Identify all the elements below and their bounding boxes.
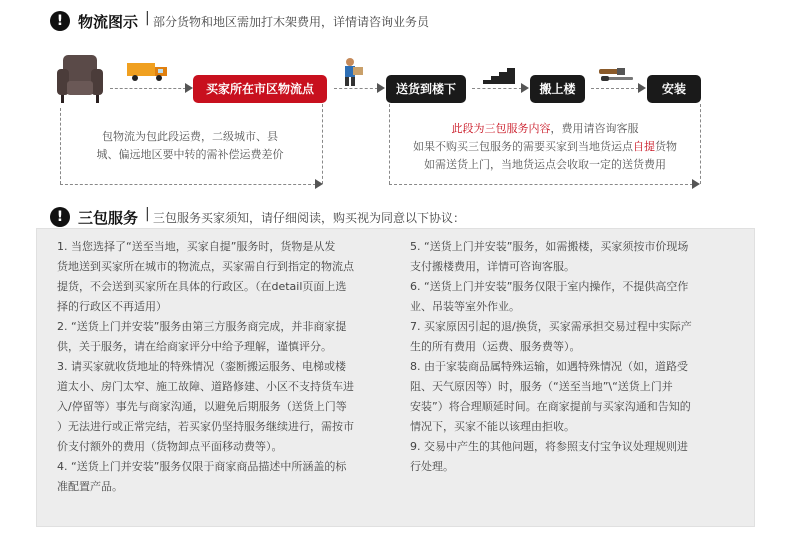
warning-icon: ! xyxy=(50,11,70,31)
arrow-head-icon xyxy=(638,83,646,93)
term-line: 情况下，买家不能以该理由拒收。 xyxy=(410,420,575,433)
highlight-text: 此段为三包服务内容 xyxy=(451,122,551,135)
logistics-desc: 部分货物和地区需加打木架费用，详情请咨询业务员 xyxy=(153,15,430,29)
flow-arrow xyxy=(389,184,693,185)
flow-arrow xyxy=(110,88,186,89)
term-line: 3. 请买家就收货地址的特殊情况（銮断搬运服务、电梯或楼 xyxy=(57,360,346,373)
term-line: 8. 由于家装商品属特殊运输，如遇特殊情况（如，道路受 xyxy=(410,360,688,373)
arrow-head-icon xyxy=(692,179,700,189)
term-line: 2. “送货上门并安装”服务由第三方服务商完成，并非商家提 xyxy=(57,320,347,333)
bracket-line xyxy=(60,108,61,184)
left-note-line: 包物流为包此段运费，二级城市、县 xyxy=(102,130,278,143)
service-title: 三包服务 xyxy=(78,209,139,227)
logistics-title: 物流图示 xyxy=(78,13,139,31)
term-line: 生的所有费用（运费、服务费等）。 xyxy=(410,340,581,353)
step-install: 安装 xyxy=(647,75,701,103)
highlight-text: 自提 xyxy=(633,140,655,153)
term-line: 4. “送货上门并安装”服务仅限于商家商品描述中所涵盖的标 xyxy=(57,460,347,473)
term-line: 9. 交易中产生的其他问题，将参照支付宝争议处理规则进 xyxy=(410,440,688,453)
term-line: 准配置产品。 xyxy=(57,480,123,493)
terms-panel xyxy=(36,228,755,527)
tools-icon xyxy=(597,66,637,84)
term-line: 1. 当您选择了“送至当地，买家自提”服务时，货物是从发 xyxy=(57,240,336,253)
term-line: 择的行政区不再适用） xyxy=(57,300,167,313)
terms-right-column xyxy=(410,237,740,477)
term-line: 提货，不会送到买家所在具体的行政区。（在detail页面上选 xyxy=(57,280,347,293)
term-line: 安装”）将合理顺延时间。在商家提前与买家沟通和告知的 xyxy=(410,400,691,413)
step-buyer-city-point: 买家所在市区物流点 xyxy=(193,75,327,103)
right-note-line: 如需送货上门，当地货运点会收取一定的送货费用 xyxy=(424,158,666,171)
note-text: ，费用请咨询客服 xyxy=(550,122,639,135)
right-note-line xyxy=(395,120,695,138)
note-text: 如果不购买三包服务的需要买家到当地货运点 xyxy=(413,140,633,153)
flow-arrow xyxy=(334,88,378,89)
left-note-line: 城、偏远地区要中转的需补偿运费差价 xyxy=(96,148,284,161)
note-text: 货物 xyxy=(655,140,677,153)
term-line: 5. “送货上门并安装”服务，如需搬楼，买家须按市价现场 xyxy=(410,240,689,253)
terms-left-column xyxy=(57,237,392,497)
stairs-icon xyxy=(483,66,517,84)
arrow-head-icon xyxy=(315,179,323,189)
flow-arrow xyxy=(591,88,639,89)
arrow-head-icon xyxy=(377,83,385,93)
right-note xyxy=(395,120,695,174)
arrow-head-icon xyxy=(521,83,529,93)
term-line: 供，关于服务，请在给商家评分中给予理解，谨慎评分。 xyxy=(57,340,332,353)
truck-icon xyxy=(127,60,171,82)
term-line: 业、吊装等室外作业。 xyxy=(410,300,520,313)
title-divider: | xyxy=(145,10,150,26)
step-carry-upstairs: 搬上楼 xyxy=(530,75,585,103)
term-line: 6. “送货上门并安装”服务仅限于室内操作，不提供高空作 xyxy=(410,280,689,293)
title-divider: | xyxy=(145,206,150,222)
right-note-line xyxy=(395,138,695,156)
term-line: ）无法进行或正常完结，若买家仍坚持服务继续进行，需按市 xyxy=(57,420,354,433)
step-deliver-downstairs: 送货到楼下 xyxy=(386,75,466,103)
arrow-head-icon xyxy=(185,83,193,93)
term-line: 阻、天气原因等）时，服务（“送至当地”\“送货上门并 xyxy=(410,380,673,393)
term-line: 道太小、房门太窄、施工故障、道路修建、小区不支持货车进 xyxy=(57,380,354,393)
bracket-line xyxy=(700,104,701,184)
warning-icon: ! xyxy=(50,207,70,227)
term-line: 支付搬楼费用，详情可咨询客服。 xyxy=(410,260,575,273)
flow-arrow xyxy=(472,88,522,89)
service-desc: 三包服务买家须知，请仔细阅读，购买视为同意以下协议： xyxy=(153,211,466,225)
bracket-line xyxy=(322,104,323,184)
delivery-worker-icon xyxy=(340,57,366,87)
left-note xyxy=(70,128,310,164)
term-line: 7. 买家原因引起的退/换货，买家需承担交易过程中实际产 xyxy=(410,320,692,333)
bracket-line xyxy=(389,104,390,184)
term-line: 价支付额外的费用（货物卸点平面移动费等）。 xyxy=(57,440,283,453)
term-line: 行处理。 xyxy=(410,460,454,473)
term-line: 货地送到买家所在城市的物流点，买家需自行到指定的物流点 xyxy=(57,260,354,273)
flow-arrow xyxy=(60,184,316,185)
term-line: 入/停留等）事先与商家沟通，以避免后期服务（送货上门等 xyxy=(57,400,347,413)
sofa-icon xyxy=(55,53,105,105)
